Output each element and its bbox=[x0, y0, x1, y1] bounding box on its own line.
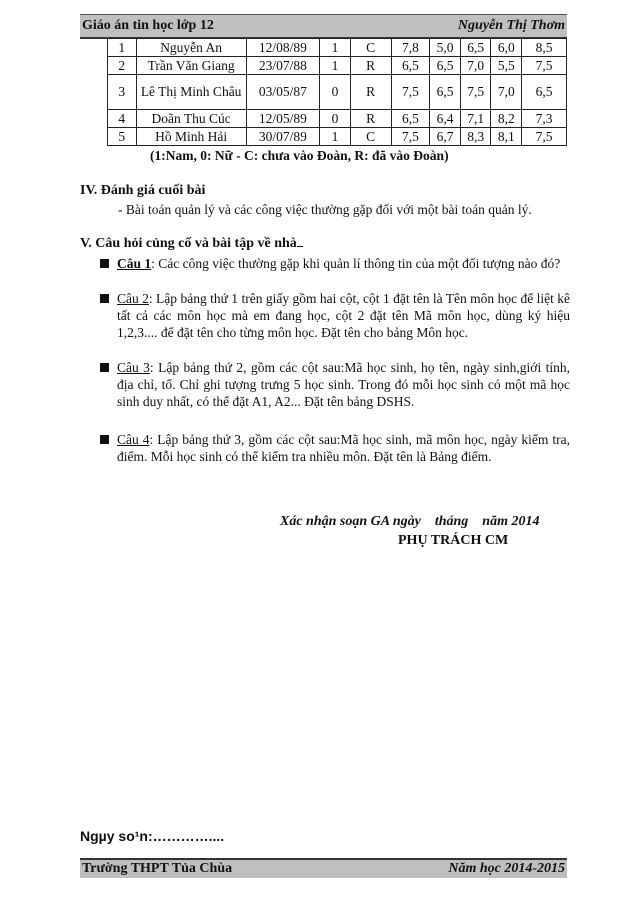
table-cell: 1 bbox=[108, 39, 137, 57]
table-cell: Trần Văn Giang bbox=[136, 57, 246, 75]
table-cell: C bbox=[350, 39, 391, 57]
student-table bbox=[107, 38, 567, 146]
section-4-title: IV. Đánh giá cuối bài bbox=[80, 183, 206, 198]
table-cell: 6,5 bbox=[460, 39, 491, 57]
table-cell: 12/08/89 bbox=[246, 39, 319, 57]
footer-school: Trường THPT Tủa Chùa bbox=[82, 861, 233, 876]
table-cell: R bbox=[350, 110, 391, 128]
table-cell: 0 bbox=[320, 110, 351, 128]
list-item bbox=[100, 290, 570, 341]
table-row bbox=[108, 57, 567, 75]
table-cell: 1 bbox=[320, 128, 351, 146]
table-cell: 5,0 bbox=[430, 39, 461, 57]
square-bullet-icon bbox=[100, 363, 109, 372]
table-cell: 8,5 bbox=[522, 39, 567, 57]
table-row bbox=[108, 128, 567, 146]
question-label: Câu 1 bbox=[117, 256, 152, 271]
table-cell: 7,0 bbox=[460, 57, 491, 75]
table-cell: 7,5 bbox=[391, 75, 430, 110]
table-cell: 03/05/87 bbox=[246, 75, 319, 110]
table-row bbox=[108, 110, 567, 128]
table-cell: 6,4 bbox=[430, 110, 461, 128]
table-cell: 5 bbox=[108, 128, 137, 146]
table-cell: 7,0 bbox=[491, 75, 522, 110]
section-5-title-text: V. Câu hỏi củng cố và bài tập về nhà bbox=[80, 236, 297, 251]
header-author: Nguyễn Thị Thơm bbox=[457, 18, 565, 33]
table-cell: 2 bbox=[108, 57, 137, 75]
table-cell: 8,3 bbox=[460, 128, 491, 146]
table-cell: 5,5 bbox=[491, 57, 522, 75]
table-row bbox=[108, 75, 567, 110]
table-cell: 8,2 bbox=[491, 110, 522, 128]
section-4-text: - Bài toán quản lý và các công việc thường gặp đối với một bài toán quản lý. bbox=[118, 202, 532, 217]
square-bullet-icon bbox=[100, 294, 109, 303]
table-cell: C bbox=[350, 128, 391, 146]
table-cell: Doãn Thu Cúc bbox=[136, 110, 246, 128]
table-cell: 1 bbox=[320, 39, 351, 57]
table-legend: (1:Nam, 0: Nữ - C: chưa vào Đoàn, R: đã vào Đoàn) bbox=[150, 148, 449, 163]
table-cell: Nguyễn An bbox=[136, 39, 246, 57]
table-cell: 1 bbox=[320, 57, 351, 75]
table-cell: 7,8 bbox=[391, 39, 430, 57]
question-text: : Lập bảng thứ 1 trên giấy gồm hai cột, cột 1 đặt tên là Tên môn học để liệt kê tất cả các môn học mà em đang học, cột 2 đặt tên Mã môn học, dùng ký hiệu 1,2,3.... để đặt tên cho từng môn học. Đặt tên cho bảng Môn học. bbox=[117, 291, 571, 340]
square-bullet-icon bbox=[100, 435, 109, 444]
table-cell: 7,5 bbox=[391, 128, 430, 146]
section-5-title bbox=[80, 236, 303, 252]
table-cell: 7,5 bbox=[460, 75, 491, 110]
preparation-date: Ngµy so¹n:………….... bbox=[80, 828, 225, 844]
question-label: Câu 2 bbox=[117, 291, 149, 306]
table-cell: 7,1 bbox=[460, 110, 491, 128]
table-cell: 6,5 bbox=[391, 110, 430, 128]
table-cell: 7,5 bbox=[522, 128, 567, 146]
header-title: Giáo án tin học lớp 12 bbox=[82, 18, 214, 33]
page-header bbox=[80, 14, 567, 39]
table-cell: Hồ Minh Hải bbox=[136, 128, 246, 146]
table-cell: Lê Thị Minh Châu bbox=[136, 75, 246, 110]
table-cell: 8,1 bbox=[491, 128, 522, 146]
list-item bbox=[100, 431, 570, 465]
footer-school-year: Năm học 2014-2015 bbox=[448, 861, 565, 876]
table-cell: 12/05/89 bbox=[246, 110, 319, 128]
table-cell: 4 bbox=[108, 110, 137, 128]
question-text: : Các công việc thường gặp khi quản lí thông tin của một đối tượng nào đó? bbox=[151, 256, 561, 271]
table-cell: 7,5 bbox=[522, 57, 567, 75]
table-cell: 6,5 bbox=[430, 57, 461, 75]
table-cell: 30/07/89 bbox=[246, 128, 319, 146]
table-cell: 0 bbox=[320, 75, 351, 110]
table-cell: 7,3 bbox=[522, 110, 567, 128]
question-text: : Lập bảng thứ 3, gồm các cột sau:Mã học sinh, mã môn học, ngày kiểm tra, điểm. Mỗi học sinh có thể kiểm tra nhiều môn. Đặt tên là Bảng điểm. bbox=[117, 432, 570, 464]
list-item bbox=[100, 255, 570, 272]
table-row bbox=[108, 39, 567, 57]
signature-role: PHỤ TRÁCH CM bbox=[398, 533, 509, 548]
table-cell: 6,0 bbox=[491, 39, 522, 57]
table-cell: 6,5 bbox=[522, 75, 567, 110]
square-bullet-icon bbox=[100, 259, 109, 268]
table-cell: 6,7 bbox=[430, 128, 461, 146]
question-text: : Lập bảng thứ 2, gồm các cột sau:Mã học sinh, họ tên, ngày sinh,giới tính, địa chỉ, tổ. Chỉ ghi tượng trưng 5 học sinh. Trong đó mỗi học sinh có một mã học sinh duy nhất, có thể đặt A1, A2... Đặt tên bảng DSHS. bbox=[117, 360, 570, 409]
signature-confirmation: Xác nhận soạn GA ngày tháng năm 2014 bbox=[280, 514, 540, 529]
table-cell: 6,5 bbox=[391, 57, 430, 75]
question-label: Câu 3 bbox=[117, 360, 150, 375]
table-cell: 3 bbox=[108, 75, 137, 110]
question-label: Câu 4 bbox=[117, 432, 150, 447]
table-cell: R bbox=[350, 57, 391, 75]
table-cell: 23/07/88 bbox=[246, 57, 319, 75]
table-cell: R bbox=[350, 75, 391, 110]
table-cell: 6,5 bbox=[430, 75, 461, 110]
list-item bbox=[100, 359, 570, 410]
page-footer bbox=[80, 858, 567, 878]
